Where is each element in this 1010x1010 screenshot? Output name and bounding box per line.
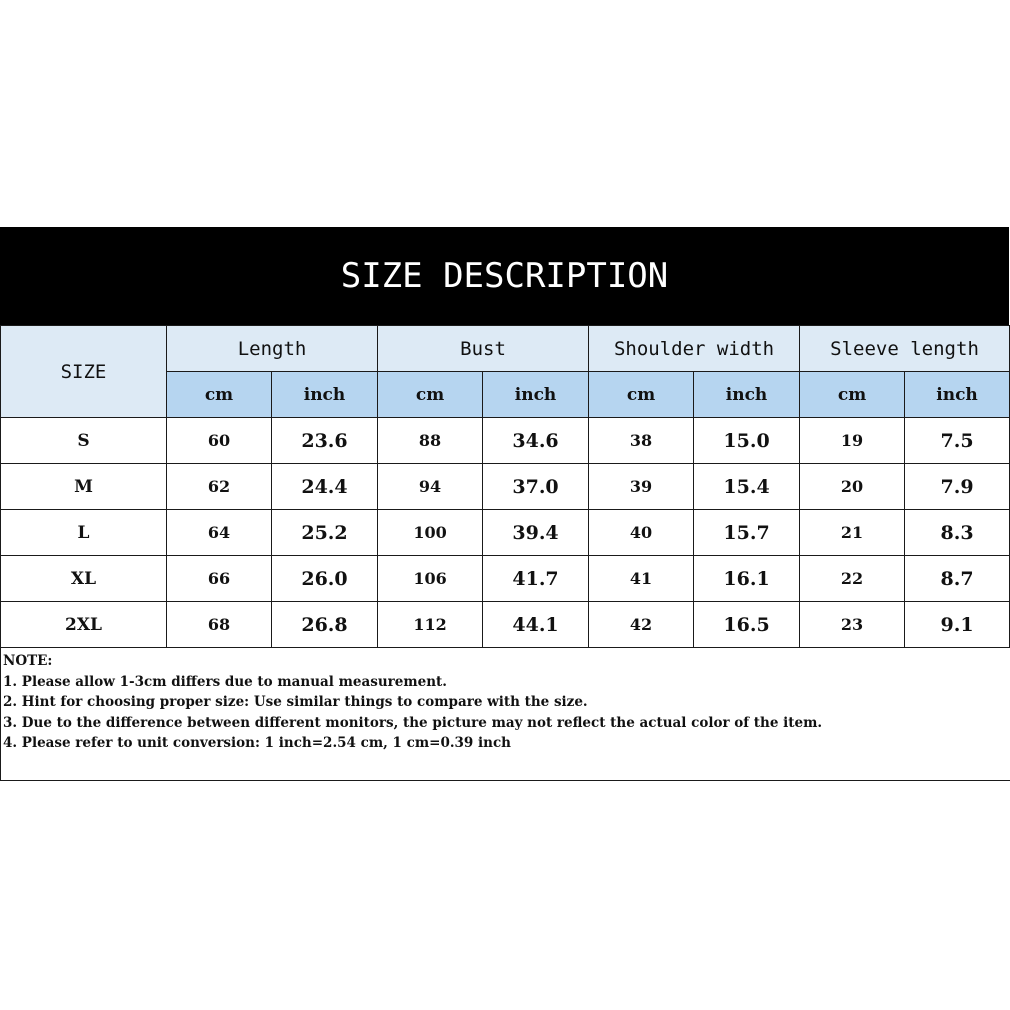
size-label: XL: [1, 556, 167, 602]
note-item: 4. Please refer to unit conversion: 1 inch=2.54 cm, 1 cm=0.39 inch: [3, 735, 511, 751]
bust-cm-cell: 100: [378, 510, 483, 556]
size-chart: [0, 227, 1009, 781]
length-cm-cell: 66: [167, 556, 272, 602]
length-inch-cell: 24.4: [272, 464, 378, 510]
bust-inch-cell: 34.6: [483, 418, 589, 464]
bust-inch-cell: 41.7: [483, 556, 589, 602]
group-header-bust: Bust: [378, 326, 589, 372]
shoulder-cm-cell: 39: [589, 464, 694, 510]
shoulder-inch-cell: 15.7: [694, 510, 800, 556]
sleeve-cm-cell: 21: [800, 510, 905, 556]
sleeve-cm-cell: 22: [800, 556, 905, 602]
shoulder-cm-cell: 40: [589, 510, 694, 556]
sleeve-inch-cell: 7.9: [905, 464, 1010, 510]
shoulder-cm-cell: 38: [589, 418, 694, 464]
size-column-header: SIZE: [1, 326, 167, 418]
sleeve-cm-cell: 19: [800, 418, 905, 464]
table-row: [1, 418, 1010, 464]
length-inch-cell: 23.6: [272, 418, 378, 464]
length-cm-cell: 68: [167, 602, 272, 648]
note-item: 1. Please allow 1-3cm differs due to manual measurement.: [3, 673, 447, 690]
sleeve-inch-cell: 8.3: [905, 510, 1010, 556]
page-title: SIZE DESCRIPTION: [340, 256, 669, 296]
shoulder-cm-cell: 42: [589, 602, 694, 648]
unit-header-inch: inch: [905, 372, 1010, 418]
bust-cm-cell: 88: [378, 418, 483, 464]
bust-cm-cell: 112: [378, 602, 483, 648]
unit-header-cm: cm: [167, 372, 272, 418]
table-row: [1, 602, 1010, 648]
table-row: [1, 464, 1010, 510]
bust-inch-cell: 37.0: [483, 464, 589, 510]
title-banner: [0, 227, 1009, 325]
bust-cm-cell: 94: [378, 464, 483, 510]
bust-inch-cell: 44.1: [483, 602, 589, 648]
size-label: L: [1, 510, 167, 556]
unit-header-cm: cm: [378, 372, 483, 418]
length-cm-cell: 64: [167, 510, 272, 556]
length-cm-cell: 60: [167, 418, 272, 464]
table-row: [1, 510, 1010, 556]
note-item: 3. Due to the difference between different monitors, the picture may not reflect the actual color of the item.: [3, 714, 823, 731]
size-label: M: [1, 464, 167, 510]
sleeve-cm-cell: 23: [800, 602, 905, 648]
sleeve-inch-cell: 7.5: [905, 418, 1010, 464]
bust-cm-cell: 106: [378, 556, 483, 602]
unit-header-inch: inch: [483, 372, 589, 418]
unit-header-cm: cm: [800, 372, 905, 418]
length-inch-cell: 26.0: [272, 556, 378, 602]
sleeve-inch-cell: 9.1: [905, 602, 1010, 648]
group-header-shoulder-width: Shoulder width: [589, 326, 800, 372]
unit-header-cm: cm: [589, 372, 694, 418]
shoulder-cm-cell: 41: [589, 556, 694, 602]
group-header-length: Length: [167, 326, 378, 372]
size-table: [0, 325, 1010, 648]
shoulder-inch-cell: 15.0: [694, 418, 800, 464]
notes-section: [0, 648, 1010, 781]
size-label: S: [1, 418, 167, 464]
note-item: 2. Hint for choosing proper size: Use similar things to compare with the size.: [3, 694, 588, 710]
notes-heading: NOTE:: [3, 653, 53, 669]
unit-header-inch: inch: [694, 372, 800, 418]
group-header-sleeve-length: Sleeve length: [800, 326, 1010, 372]
length-inch-cell: 25.2: [272, 510, 378, 556]
shoulder-inch-cell: 15.4: [694, 464, 800, 510]
size-label: 2XL: [1, 602, 167, 648]
table-row: [1, 556, 1010, 602]
sleeve-cm-cell: 20: [800, 464, 905, 510]
length-cm-cell: 62: [167, 464, 272, 510]
length-inch-cell: 26.8: [272, 602, 378, 648]
sleeve-inch-cell: 8.7: [905, 556, 1010, 602]
shoulder-inch-cell: 16.1: [694, 556, 800, 602]
shoulder-inch-cell: 16.5: [694, 602, 800, 648]
unit-header-inch: inch: [272, 372, 378, 418]
bust-inch-cell: 39.4: [483, 510, 589, 556]
